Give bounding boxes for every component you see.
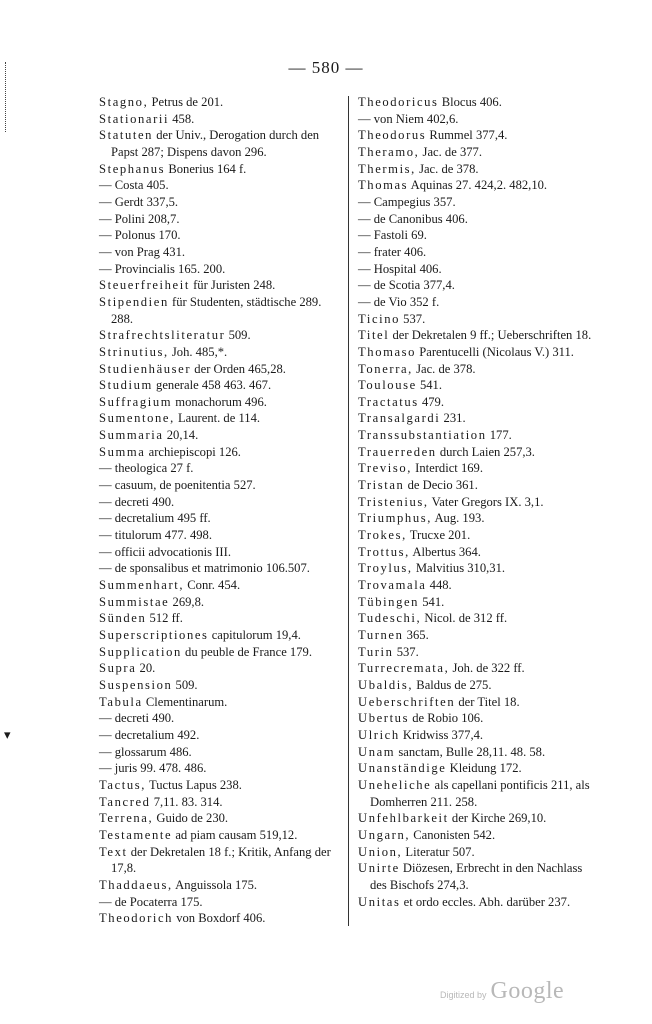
index-entry	[358, 111, 598, 128]
index-entry	[358, 311, 598, 328]
entry-headword: Unitas	[358, 894, 401, 909]
entry-headword: Summenhart,	[99, 578, 185, 593]
entry-headword: Testamente	[99, 827, 173, 842]
entry-headword: Turrecremata,	[358, 661, 450, 676]
index-entry	[358, 211, 598, 228]
entry-text: — Costa 405.	[99, 178, 169, 193]
entry-headword: Ulrich	[358, 727, 400, 742]
entry-text: Parentucelli (Nicolaus V.) 311.	[416, 344, 574, 359]
index-entry	[99, 744, 339, 761]
index-entry	[358, 294, 598, 311]
index-entry	[358, 494, 598, 511]
entry-headword: Supplication	[99, 644, 182, 659]
entry-text: — de Scotia 377,4.	[358, 278, 455, 293]
entry-text: Trucxe 201.	[406, 528, 471, 543]
index-entry	[99, 477, 339, 494]
index-entry	[358, 544, 598, 561]
entry-headword: Theramo,	[358, 144, 420, 159]
entry-headword: Text	[99, 844, 128, 859]
index-entry	[358, 844, 598, 861]
index-entry	[99, 910, 339, 927]
index-entry	[99, 277, 339, 294]
index-entry	[358, 277, 598, 294]
entry-headword: Trokes,	[358, 528, 407, 543]
index-entry	[99, 710, 339, 727]
entry-text: 20,14.	[163, 428, 199, 443]
index-entry	[358, 161, 598, 178]
watermark-prefix: Digitized by	[440, 990, 487, 1000]
entry-headword: Tancred	[99, 794, 151, 809]
entry-text: Baldus de 275.	[413, 677, 492, 692]
entry-text: Clementinarum.	[142, 694, 228, 709]
index-entry	[99, 760, 339, 777]
entry-text: Rummel 377,4.	[426, 128, 508, 143]
entry-text: et ordo eccles. Abh. darüber 237.	[400, 894, 571, 909]
entry-text: — juris 99. 478. 486.	[99, 761, 207, 776]
entry-text: 269,8.	[169, 594, 205, 609]
index-entry	[99, 111, 339, 128]
entry-headword: Tübingen	[358, 594, 420, 609]
entry-headword: Troylus,	[358, 561, 413, 576]
entry-headword: Theodorich	[99, 911, 174, 926]
entry-text: Kleidung 172.	[446, 761, 522, 776]
index-entry	[358, 660, 598, 677]
index-entry	[358, 694, 598, 711]
entry-headword: Tristenius,	[358, 494, 429, 509]
entry-headword: Steuerfreiheit	[99, 278, 190, 293]
entry-headword: Theodorus	[358, 128, 427, 143]
entry-text: 509.	[172, 677, 198, 692]
entry-text: als capellani pontificis 211, als Domherren 211. 258.	[370, 777, 590, 809]
index-entry	[99, 894, 339, 911]
index-entry	[99, 660, 339, 677]
entry-text: — Gerdt 337,5.	[99, 194, 179, 209]
index-entry	[99, 344, 339, 361]
entry-headword: Unirte	[358, 861, 400, 876]
entry-text: — de Canonibus 406.	[358, 211, 468, 226]
entry-headword: Thomaso	[358, 344, 417, 359]
index-entry	[358, 427, 598, 444]
index-entry	[358, 810, 598, 827]
column-divider	[348, 96, 349, 926]
entry-text: für Studenten, städtische 289. 288.	[111, 294, 322, 326]
index-entry	[99, 527, 339, 544]
entry-text: 541.	[416, 378, 442, 393]
entry-text: der Dekretalen 9 ff.; Ueberschriften 18.	[389, 328, 592, 343]
entry-text: Vater Gregors IX. 3,1.	[428, 494, 544, 509]
index-entry	[358, 727, 598, 744]
entry-headword: Unfehlbarkeit	[358, 811, 449, 826]
index-entry	[99, 644, 339, 661]
index-entry	[358, 394, 598, 411]
entry-text: Literatur 507.	[402, 844, 475, 859]
index-entry	[99, 877, 339, 894]
entry-text: Joh. 485,*.	[168, 344, 228, 359]
index-entry	[358, 527, 598, 544]
index-entry	[358, 361, 598, 378]
index-entry	[99, 560, 339, 577]
entry-headword: Tudeschi,	[358, 611, 422, 626]
entry-text: de Robio 106.	[409, 711, 484, 726]
entry-text: Nicol. de 312 ff.	[421, 611, 508, 626]
index-entry	[99, 161, 339, 178]
entry-headword: Union,	[358, 844, 403, 859]
entry-headword: Ticino	[358, 311, 401, 326]
entry-headword: Transalgardi	[358, 411, 441, 426]
entry-text: 541.	[419, 594, 445, 609]
index-entry	[99, 427, 339, 444]
entry-text: du peuble de France 179.	[181, 644, 312, 659]
index-entry	[358, 610, 598, 627]
index-entry	[358, 677, 598, 694]
entry-text: Tuctus Lapus 238.	[146, 777, 242, 792]
entry-headword: Supra	[99, 661, 137, 676]
entry-text: 512 ff.	[146, 611, 183, 626]
index-entry	[99, 94, 339, 111]
entry-text: Jac. de 377.	[419, 144, 483, 159]
index-column-left	[99, 94, 339, 927]
entry-text: 365.	[403, 628, 429, 642]
entry-headword: Thaddaeus,	[99, 877, 173, 892]
entry-text: Malvitius 310,31.	[412, 561, 506, 576]
entry-headword: Thomas	[358, 178, 409, 193]
entry-text: de Decio 361.	[404, 478, 478, 493]
entry-headword: Turin	[358, 644, 394, 659]
index-entry	[358, 627, 598, 644]
index-entry	[358, 510, 598, 527]
entry-headword: Theodoricus	[358, 95, 439, 109]
index-entry	[358, 377, 598, 394]
entry-text: Blocus 406.	[438, 95, 502, 109]
index-entry	[358, 144, 598, 161]
entry-headword: Tristan	[358, 478, 405, 493]
entry-text: archiepiscopi 126.	[145, 444, 241, 459]
index-entry	[99, 627, 339, 644]
index-entry	[99, 727, 339, 744]
index-entry	[358, 444, 598, 461]
index-entry	[99, 261, 339, 278]
index-entry	[99, 544, 339, 561]
entry-headword: Turnen	[358, 628, 404, 642]
entry-text: Albertus 364.	[409, 544, 481, 559]
entry-headword: Stagno,	[99, 95, 149, 109]
entry-text: 479.	[418, 394, 444, 409]
entry-text: — decretalium 495 ff.	[99, 511, 211, 526]
entry-headword: Stationarii	[99, 111, 170, 126]
index-entry	[358, 594, 598, 611]
index-entry	[99, 827, 339, 844]
entry-text: 20.	[136, 661, 156, 676]
index-entry	[99, 494, 339, 511]
entry-headword: Unanständige	[358, 761, 447, 776]
entry-headword: Strafrechtsliteratur	[99, 328, 226, 343]
entry-headword: Sünden	[99, 611, 147, 626]
index-entry	[99, 194, 339, 211]
index-entry	[99, 577, 339, 594]
entry-headword: Toulouse	[358, 378, 417, 393]
entry-text: ad piam causam 519,12.	[172, 827, 298, 842]
entry-headword: Suspension	[99, 677, 173, 692]
index-entry	[358, 94, 598, 111]
entry-text: Canonisten 542.	[410, 827, 496, 842]
entry-text: generale 458 463. 467.	[152, 378, 272, 393]
entry-text: monachorum 496.	[172, 394, 267, 409]
margin-marks	[5, 62, 10, 132]
entry-headword: Titel	[358, 328, 390, 343]
entry-headword: Ueberschriften	[358, 694, 456, 709]
index-entry	[358, 760, 598, 777]
index-entry	[99, 227, 339, 244]
page-number: — 580 —	[288, 58, 364, 77]
index-entry	[358, 827, 598, 844]
entry-text: — officii advocationis III.	[99, 544, 231, 559]
index-entry	[358, 194, 598, 211]
index-entry	[358, 710, 598, 727]
entry-text: — Polini 208,7.	[99, 211, 180, 226]
index-entry	[99, 844, 339, 877]
entry-text: — de sponsalibus et matrimonio 106.507.	[99, 561, 310, 576]
entry-headword: Transsubstantiation	[358, 428, 487, 443]
index-entry	[358, 327, 598, 344]
entry-text: Kridwiss 377,4.	[399, 727, 484, 742]
entry-text: — Campegius 357.	[358, 194, 456, 209]
entry-text: von Boxdorf 406.	[173, 911, 266, 926]
index-entry	[99, 460, 339, 477]
entry-text: — glossarum 486.	[99, 744, 192, 759]
entry-text: — Polonus 170.	[99, 228, 181, 243]
entry-text: 537.	[400, 311, 426, 326]
index-entry	[358, 560, 598, 577]
entry-headword: Suffragium	[99, 394, 173, 409]
entry-headword: Strinutius,	[99, 344, 169, 359]
entry-text: durch Laien 257,3.	[436, 444, 535, 459]
entry-headword: Summa	[99, 444, 146, 459]
entry-headword: Summaria	[99, 428, 164, 443]
entry-text: — de Vio 352 f.	[358, 294, 440, 309]
index-entry	[99, 444, 339, 461]
entry-headword: Superscriptiones	[99, 628, 209, 642]
entry-text: — von Prag 431.	[99, 244, 186, 259]
index-entry	[99, 244, 339, 261]
entry-headword: Unam	[358, 744, 396, 759]
entry-text: Diözesen, Erbrecht in den Nachlass des Bischofs 274,3.	[370, 861, 583, 892]
entry-text: der Kirche 269,10.	[448, 811, 547, 826]
index-column-right	[358, 94, 598, 910]
entry-text: — Hospital 406.	[358, 261, 442, 276]
index-entry	[99, 594, 339, 611]
entry-headword: Trauerreden	[358, 444, 437, 459]
index-entry	[358, 127, 598, 144]
entry-text: — de Pocaterra 175.	[99, 894, 203, 909]
entry-headword: Studium	[99, 378, 153, 393]
entry-text: Jac. de 378.	[412, 361, 476, 376]
index-entry	[358, 577, 598, 594]
entry-text: der Orden 465,28.	[191, 361, 286, 376]
index-entry	[99, 361, 339, 378]
entry-text: Petrus de 201.	[148, 95, 224, 109]
entry-text: 448.	[426, 578, 452, 593]
entry-headword: Tonerra,	[358, 361, 413, 376]
entry-text: Jac. de 378.	[415, 161, 479, 176]
entry-text: der Dekretalen 18 f.; Kritik, Anfang der 17,8.	[111, 844, 331, 876]
entry-headword: Ubaldis,	[358, 677, 414, 692]
index-entry	[358, 227, 598, 244]
entry-text: Interdict 169.	[411, 461, 483, 476]
index-entry	[358, 410, 598, 427]
index-entry	[99, 177, 339, 194]
entry-text: der Univ., Derogation durch den Papst 287; Dispens davon 296.	[111, 128, 320, 159]
entry-text: Bonerius 164 f.	[165, 161, 247, 176]
watermark-brand: Google	[490, 978, 565, 1004]
entry-text: der Titel 18.	[455, 694, 520, 709]
entry-text: sanctam, Bulle 28,11. 48. 58.	[395, 744, 546, 759]
entry-headword: Ubertus	[358, 711, 410, 726]
entry-headword: Trottus,	[358, 544, 410, 559]
index-entry	[99, 127, 339, 160]
entry-text: Laurent. de 114.	[174, 411, 261, 426]
entry-headword: Stipendien	[99, 294, 169, 309]
entry-text: 7,11. 83. 314.	[150, 794, 223, 809]
entry-headword: Terrena,	[99, 811, 154, 826]
index-entry	[99, 394, 339, 411]
entry-headword: Ungarn,	[358, 827, 411, 842]
entry-headword: Studienhäuser	[99, 361, 192, 376]
entry-headword: Trovamala	[358, 578, 427, 593]
index-entry	[358, 644, 598, 661]
entry-text: Joh. de 322 ff.	[449, 661, 525, 676]
entry-headword: Statuten	[99, 128, 154, 143]
index-entry	[358, 744, 598, 761]
entry-text: 231.	[440, 411, 466, 426]
entry-text: 458.	[169, 111, 195, 126]
index-entry	[358, 894, 598, 911]
index-entry	[99, 810, 339, 827]
entry-headword: Uneheliche	[358, 777, 432, 792]
entry-text: für Juristen 248.	[189, 278, 276, 293]
entry-text: — decretalium 492.	[99, 727, 200, 742]
entry-text: — Provincialis 165. 200.	[99, 261, 226, 276]
index-entry	[99, 377, 339, 394]
entry-headword: Thermis,	[358, 161, 416, 176]
entry-text: Aug. 193.	[431, 511, 485, 526]
index-entry	[99, 694, 339, 711]
google-watermark	[440, 978, 564, 1005]
index-entry	[99, 410, 339, 427]
index-entry	[99, 294, 339, 327]
index-entry	[358, 344, 598, 361]
index-entry	[358, 777, 598, 810]
entry-headword: Stephanus	[99, 161, 166, 176]
index-entry	[99, 510, 339, 527]
entry-text: — Fastoli 69.	[358, 228, 427, 243]
entry-headword: Summistae	[99, 594, 170, 609]
index-entry	[99, 777, 339, 794]
entry-text: Aquinas 27. 424,2. 482,10.	[408, 178, 548, 193]
entry-text: Anguissola 175.	[172, 877, 258, 892]
index-entry	[358, 177, 598, 194]
entry-text: — theologica 27 f.	[99, 461, 194, 476]
entry-text: — casuum, de poenitentia 527.	[99, 478, 256, 493]
entry-headword: Tractatus	[358, 394, 419, 409]
ink-blot: ▾	[4, 727, 11, 742]
index-entry	[99, 211, 339, 228]
entry-text: — decreti 490.	[99, 711, 175, 726]
index-entry	[358, 477, 598, 494]
entry-text: Guido de 230.	[153, 811, 229, 826]
entry-text: — frater 406.	[358, 244, 427, 259]
index-entry	[99, 327, 339, 344]
entry-text: — decreti 490.	[99, 494, 175, 509]
entry-text: — von Niem 402,6.	[358, 111, 459, 126]
index-entry	[358, 261, 598, 278]
index-entry	[358, 860, 598, 893]
index-entry	[358, 244, 598, 261]
entry-text: 537.	[393, 644, 419, 659]
entry-headword: Tactus,	[99, 777, 147, 792]
entry-text: Conr. 454.	[184, 578, 241, 593]
entry-text: — titulorum 477. 498.	[99, 528, 212, 543]
entry-text: capitulorum 19,4.	[208, 628, 301, 642]
index-entry	[99, 610, 339, 627]
entry-text: 177.	[486, 428, 512, 443]
index-entry	[358, 460, 598, 477]
index-entry	[99, 794, 339, 811]
entry-text: 509.	[225, 328, 251, 343]
entry-headword: Sumentone,	[99, 411, 175, 426]
entry-headword: Tabula	[99, 694, 143, 709]
entry-headword: Treviso,	[358, 461, 412, 476]
index-entry	[99, 677, 339, 694]
entry-headword: Triumphus,	[358, 511, 432, 526]
